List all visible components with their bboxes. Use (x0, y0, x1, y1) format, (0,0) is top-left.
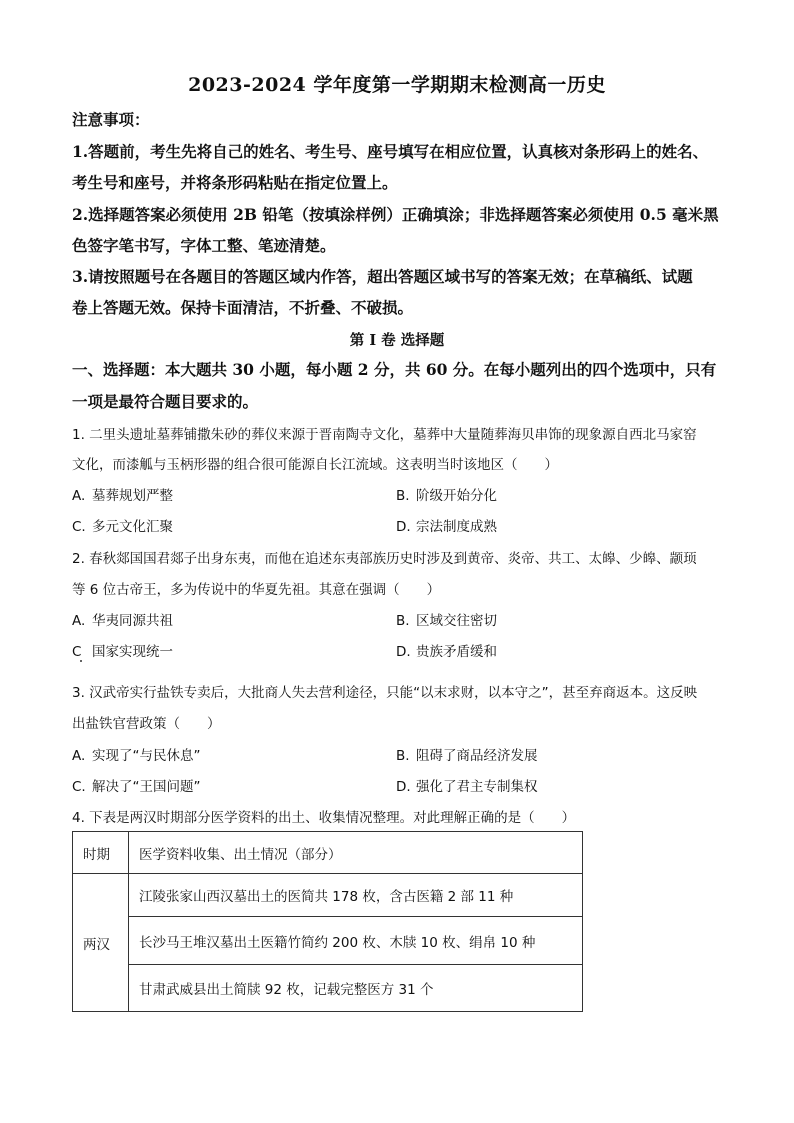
question-2-option-c (72, 640, 173, 660)
question-1-stem: 1. 二里头遗址墓葬铺撒朱砂的葬仪来源于晋南陶寺文化，墓葬中大量随葬海贝串饰的现象源自西北马家窑 (72, 427, 697, 443)
table-cell: 甘肃武威县出土简牍 92 枚，记载完整医方 31 个 (129, 965, 583, 1012)
section-intro: 一项是最符合题目要求的。 (72, 392, 259, 411)
question-2-stem: 等 6 位古帝王，多为传说中的华夏先祖。其意在强调（ ） (72, 582, 441, 598)
exam-title: 2023-2024 学年度第一学期期末检测高一历史 (188, 74, 606, 96)
question-2-option-a (72, 609, 173, 629)
option-letter: B. (396, 613, 410, 629)
stray-dot (80, 660, 82, 662)
table-header-cell: 医学资料收集、出土情况（部分） (129, 832, 583, 874)
question-3-option-d (396, 775, 538, 795)
question-4-stem: 4. 下表是两汉时期部分医学资料的出土、收集情况整理。对此理解正确的是（ ） (72, 810, 576, 826)
question-3-stem: 出盐铁官营政策（ ） (72, 716, 221, 732)
option-letter: A. (72, 613, 86, 629)
notice-line: 2.选择题答案必须使用 2B 铅笔（按填涂样例）正确填涂；非选择题答案必须使用 0.5 毫米黑 (72, 205, 719, 224)
medical-records-table (72, 831, 583, 1012)
notice-line: 3.请按照题号在各题目的答题区域内作答，超出答题区域书写的答案无效；在草稿纸、试题 (72, 267, 693, 286)
table-row (73, 874, 583, 917)
option-text: 华夷同源共祖 (92, 613, 173, 629)
option-text: 解决了“王国问题” (92, 779, 201, 795)
notice-line: 色签字笔书写，字体工整、笔迹清楚。 (72, 236, 336, 255)
question-1-stem: 文化，而漆觚与玉柄形器的组合很可能源自长江流域。这表明当时该地区（ ） (72, 457, 558, 473)
question-2-option-b (396, 609, 497, 629)
notice-heading: 注意事项： (72, 110, 150, 129)
notice-line: 考生号和座号，并将条形码粘贴在指定位置上。 (72, 173, 398, 192)
option-letter: B. (396, 748, 410, 764)
question-1-option-d (396, 515, 497, 535)
table-cell: 长沙马王堆汉墓出土医籍竹简约 200 枚、木牍 10 枚、绢帛 10 种 (129, 917, 583, 965)
section-intro: 一、选择题：本大题共 30 小题，每小题 2 分，共 60 分。在每小题列出的四个选项中，只有 (72, 360, 717, 379)
section-title: 第 I 卷 选择题 (349, 332, 445, 349)
option-letter: C. (72, 519, 86, 535)
question-3-option-b (396, 744, 538, 764)
table-header-cell: 时期 (73, 832, 129, 874)
question-2-stem: 2. 春秋郯国国君郯子出身东夷，而他在追述东夷部族历史时涉及到黄帝、炎帝、共工、太皞、少皞、颛顼 (72, 551, 697, 567)
table-period-cell: 两汉 (73, 874, 129, 1012)
table-row (73, 965, 583, 1012)
option-letter: A. (72, 488, 86, 504)
notice-line: 1.答题前，考生先将自己的姓名、考生号、座号填写在相应位置，认真核对条形码上的姓名、 (72, 142, 709, 161)
question-2-option-d (396, 640, 497, 660)
option-letter: D. (396, 779, 411, 795)
option-text: 区域交往密切 (416, 613, 497, 629)
option-text: 阶级开始分化 (416, 488, 497, 504)
option-text: 强化了君主专制集权 (416, 779, 538, 795)
option-letter: B. (396, 488, 410, 504)
option-text: 国家实现统一 (92, 644, 173, 660)
notice-line: 卷上答题无效。保持卡面清洁，不折叠、不破损。 (72, 298, 414, 317)
option-text: 实现了“与民休息” (92, 748, 201, 764)
table-cell: 江陵张家山西汉墓出土的医简共 178 枚，含古医籍 2 部 11 种 (129, 874, 583, 917)
table-row (73, 917, 583, 965)
question-1-option-c (72, 515, 173, 535)
option-text: 阻碍了商品经济发展 (416, 748, 538, 764)
option-letter: D. (396, 519, 411, 535)
option-letter: D. (396, 644, 411, 660)
question-3-option-a (72, 744, 201, 764)
option-text: 多元文化汇聚 (92, 519, 173, 535)
question-1-option-a (72, 484, 173, 504)
option-text: 宗法制度成熟 (416, 519, 497, 535)
table-header-row (73, 832, 583, 874)
question-3-option-c (72, 775, 201, 795)
option-text: 墓葬规划严整 (92, 488, 173, 504)
option-text: 贵族矛盾缓和 (416, 644, 497, 660)
option-letter: C (72, 644, 82, 660)
question-3-stem: 3. 汉武帝实行盐铁专卖后，大批商人失去营利途径，只能“以末求财，以本守之”，甚至弃商返本。这反映 (72, 685, 698, 701)
option-letter: C. (72, 779, 86, 795)
option-letter: A. (72, 748, 86, 764)
question-1-option-b (396, 484, 497, 504)
